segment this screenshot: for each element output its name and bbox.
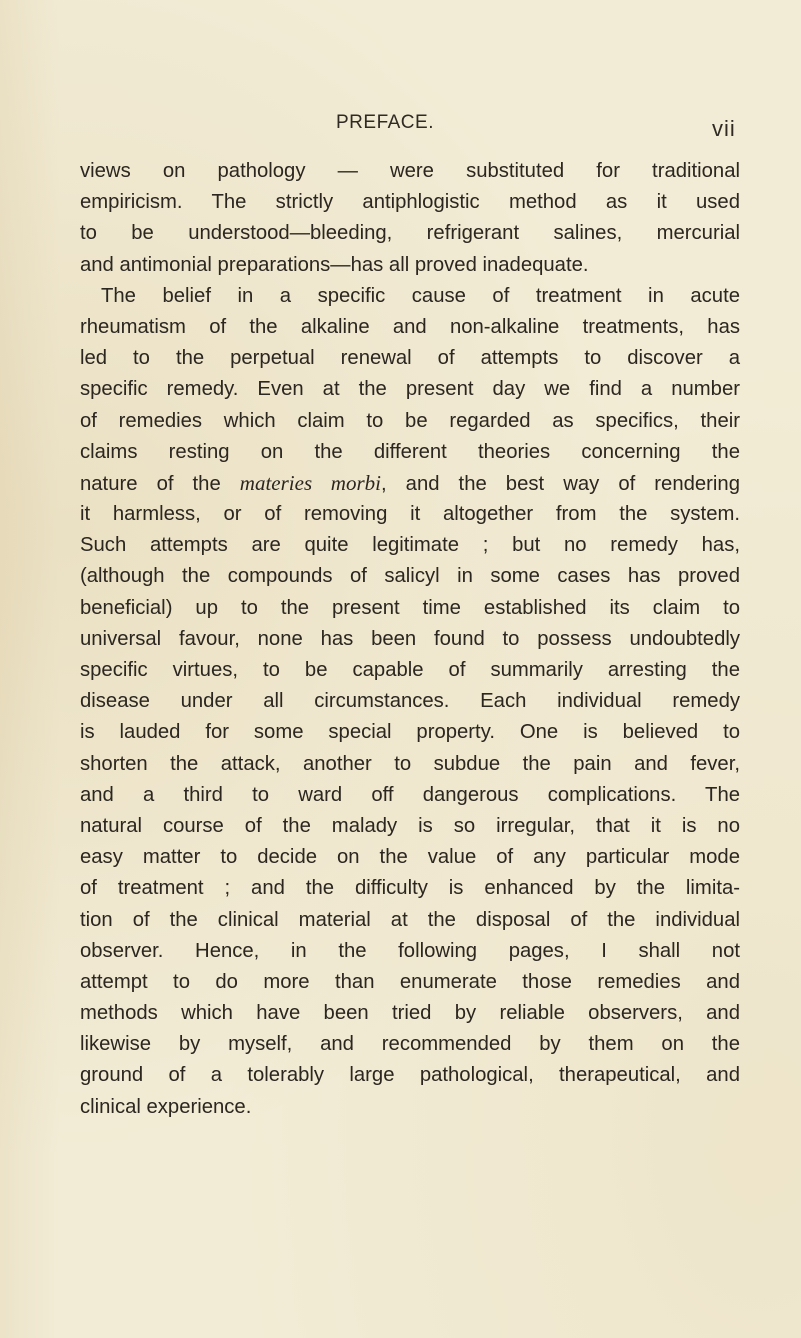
text-line: clinical experience. xyxy=(80,1095,252,1118)
text-line: methods which have been tried by reliable observers, and xyxy=(80,1002,740,1025)
text-line: led to the perpetual renewal of attempts to discover a xyxy=(80,347,740,370)
text-line: claims resting on the different theories concerning the xyxy=(80,440,740,463)
paragraph-first-line: The belief in a specific cause of treatment in acute xyxy=(101,284,740,307)
text-line: (although the compounds of salicyl in some cases has proved xyxy=(80,565,740,588)
text-line: beneficial) up to the present time established its claim to xyxy=(80,596,740,619)
text-line: rheumatism of the alkaline and non-alkaline treatments, has xyxy=(80,315,740,338)
text-line: shorten the attack, another to subdue the pain and fever, xyxy=(80,752,740,775)
text-line: attempt to do more than enumerate those remedies and xyxy=(80,970,740,993)
text-line: disease under all circumstances. Each individual remedy xyxy=(80,690,740,713)
text-line: tion of the clinical material at the disposal of the individual xyxy=(80,908,740,931)
latin-term: materies morbi xyxy=(239,470,381,495)
text-line: views on pathology — were substituted for traditional xyxy=(80,160,740,182)
text-line: to be understood—bleeding, refrigerant salines, mercurial xyxy=(80,222,740,245)
text-line: and antimonial preparations—has all proved inadequate. xyxy=(80,253,589,276)
text-segment: , and the best way of rendering xyxy=(380,472,740,495)
text-segment: nature of the xyxy=(80,472,221,495)
text-line: of treatment ; and the difficulty is enhanced by the limita- xyxy=(80,877,740,900)
text-line: Such attempts are quite legitimate ; but no remedy has, xyxy=(80,534,740,557)
text-line: of remedies which claim to be regarded as specifics, their xyxy=(80,409,740,432)
text-line: it harmless, or of removing it altogether from the system. xyxy=(80,503,740,526)
body-text xyxy=(80,156,740,1123)
text-line: is lauded for some special property. One is believed to xyxy=(80,721,740,744)
text-line: likewise by myself, and recommended by them on the xyxy=(80,1033,740,1056)
text-line: universal favour, none has been found to possess undoubtedly xyxy=(80,627,740,650)
text-line: and a third to ward off dangerous complications. The xyxy=(80,783,740,806)
text-line: specific remedy. Even at the present day we find a number xyxy=(80,378,740,401)
page-number: vii xyxy=(712,116,736,141)
text-line: specific virtues, to be capable of summarily arresting the xyxy=(80,659,740,681)
text-line: easy matter to decide on the value of any particular mode xyxy=(80,846,740,869)
text-line xyxy=(80,468,740,499)
text-line: ground of a tolerably large pathological, therapeutical, and xyxy=(80,1064,740,1087)
running-head xyxy=(0,112,801,144)
text-line: observer. Hence, in the following pages, I shall not xyxy=(80,939,740,962)
text-line: natural course of the malady is so irregular, that it is no xyxy=(80,814,740,837)
text-line: empiricism. The strictly antiphlogistic method as it used xyxy=(80,191,740,214)
running-title: PREFACE. xyxy=(336,112,434,133)
